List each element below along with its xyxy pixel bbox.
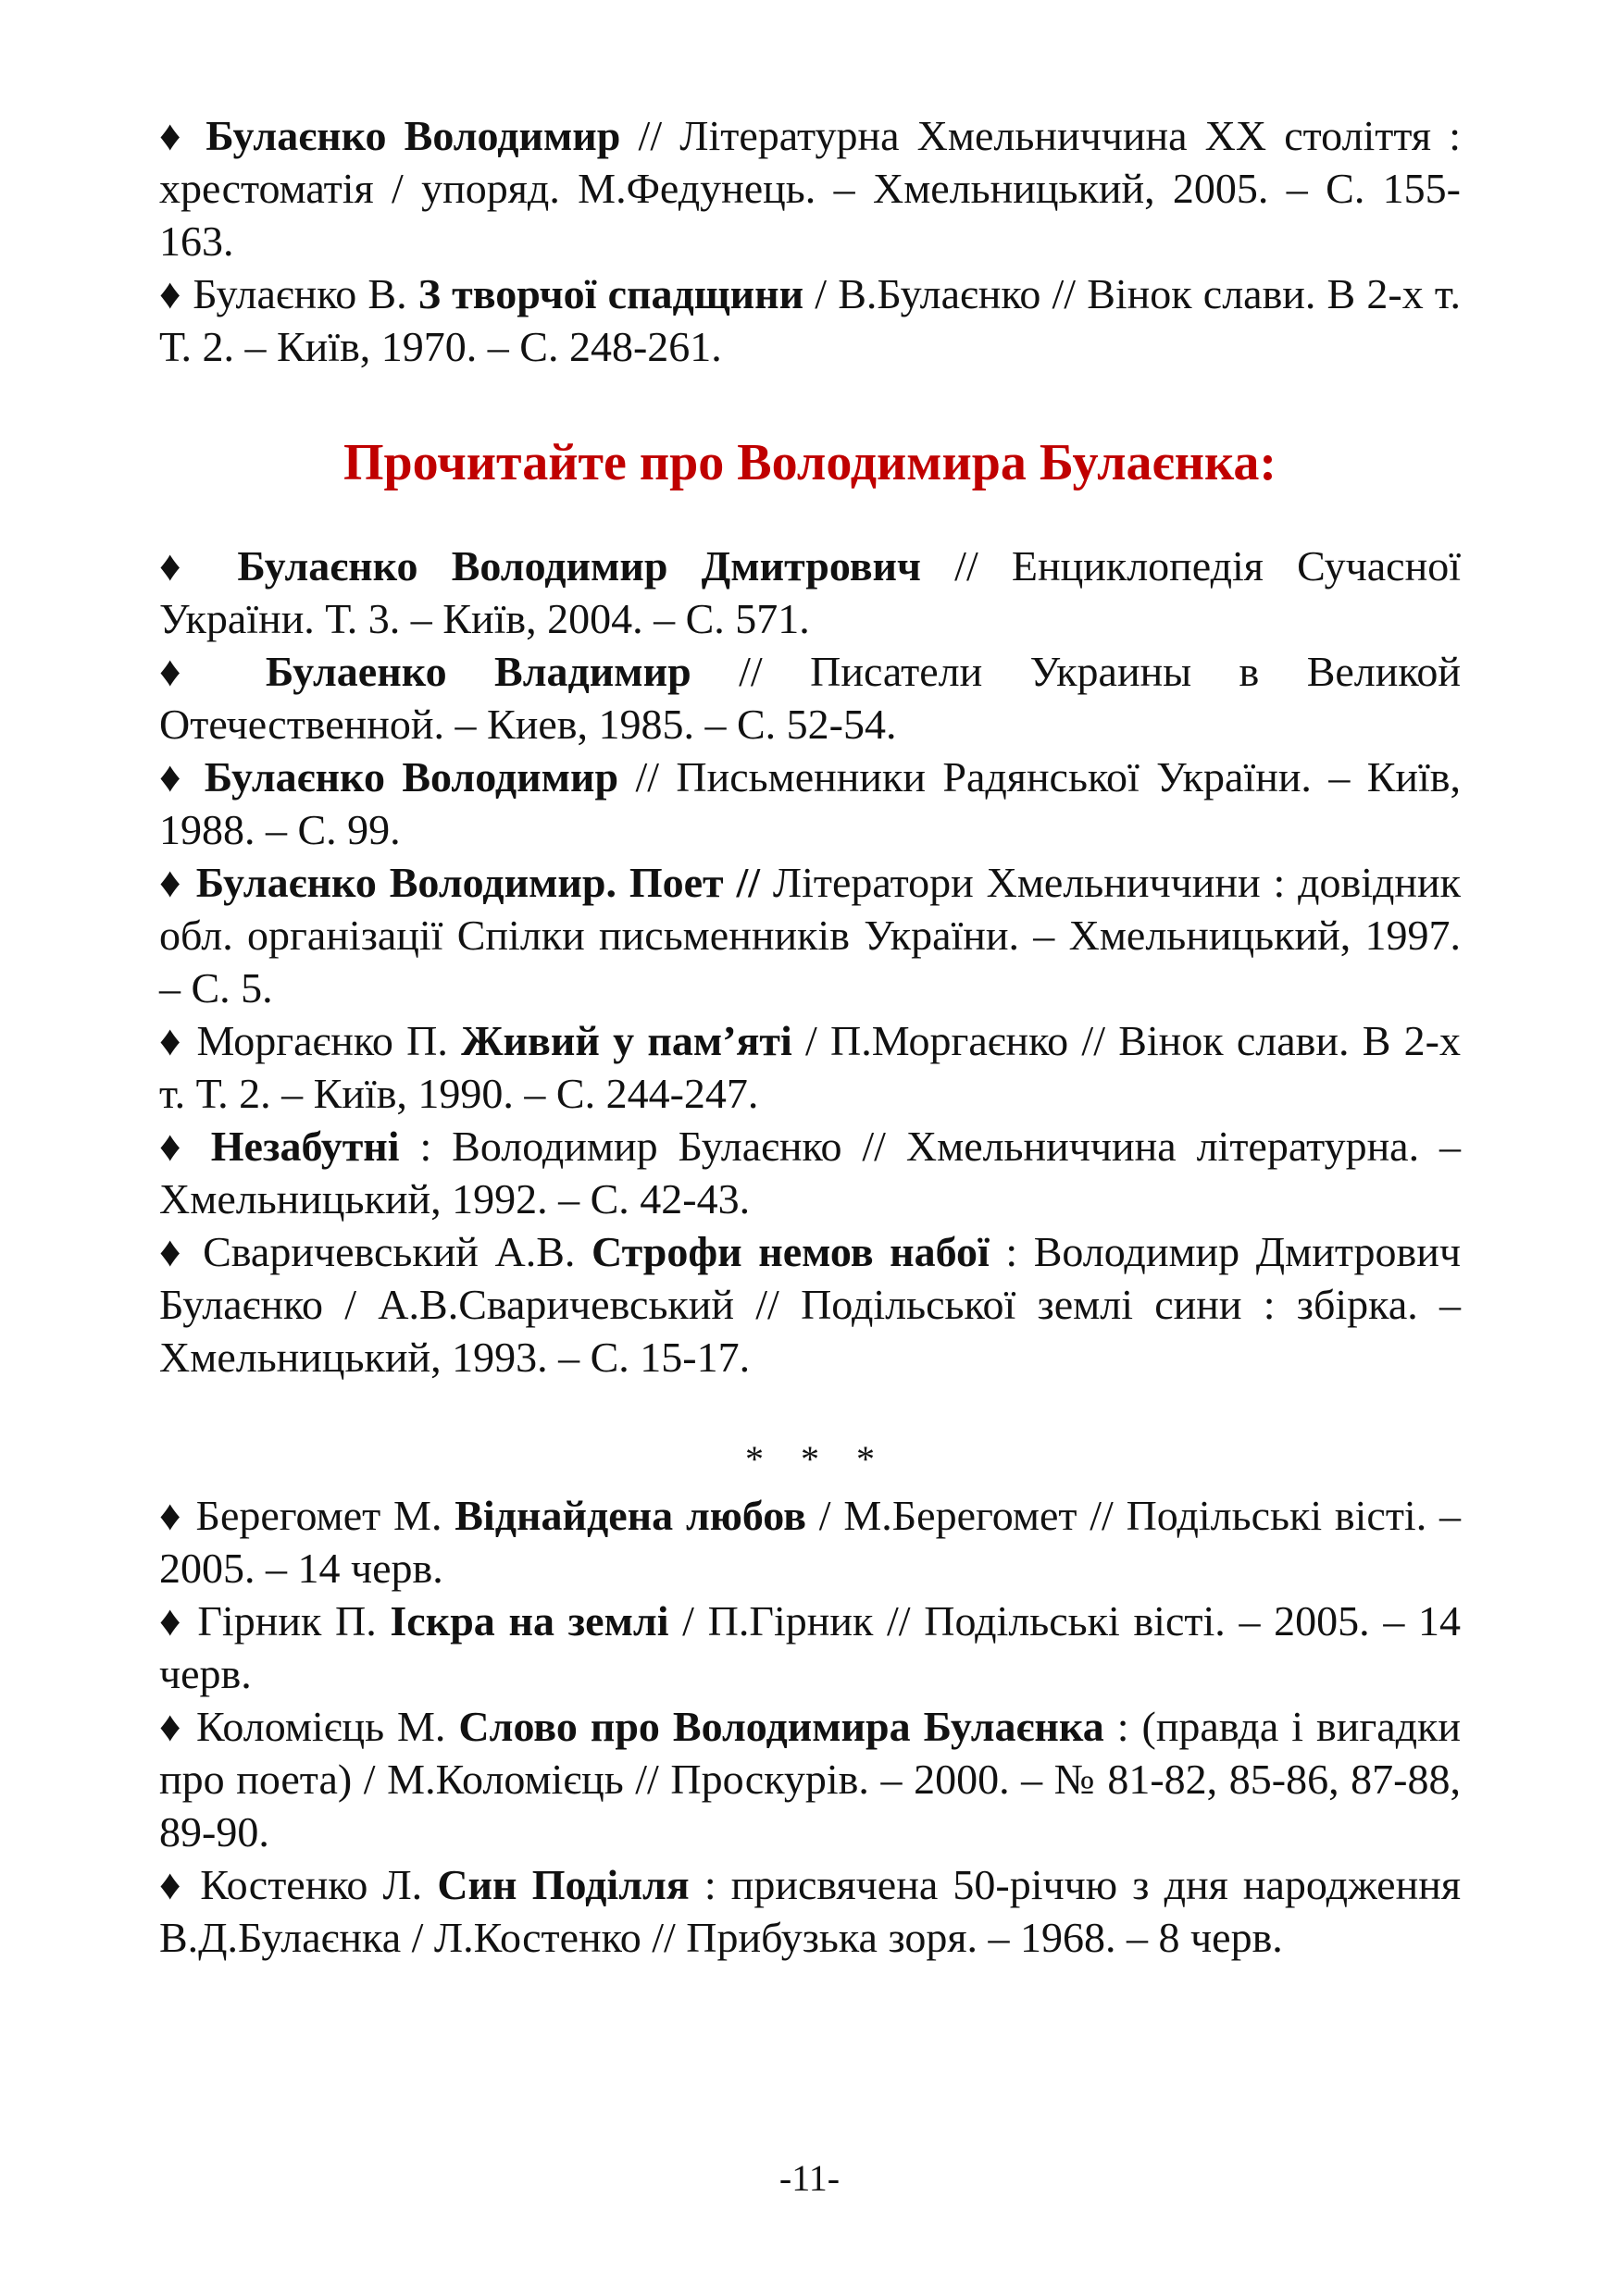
bibliography-entry (159, 1225, 1461, 1384)
entry-author (204, 542, 237, 590)
page-number: -11- (778, 2157, 841, 2199)
entry-title: Булаєнко Володимир Дмитрович (237, 542, 921, 590)
entry-title: Булаєнко Володимир (204, 753, 619, 800)
entry-source: : (правда і вигадки про поета) / М.Коломієць // Проскурів. – 2000. – № 81-82, 85-86, 87-88, 89-90. (159, 1703, 1461, 1855)
bibliography-entry (159, 751, 1461, 856)
section-separator (159, 1438, 1461, 1480)
entry-author (188, 112, 205, 159)
entry-author: Костенко Л. (185, 1861, 438, 1908)
entry-source: / В.Булаєнко // Вінок слави. В 2-х т. Т. 2. – Київ, 1970. – С. 248-261. (159, 270, 1461, 370)
page-content (159, 109, 1461, 1964)
entry-source: / П.Гірник // Подільські вісті. – 2005. – 14 черв. (159, 1597, 1461, 1697)
bullet: ♦ (159, 1017, 184, 1064)
entry-title: Строфи немов набої (591, 1228, 990, 1275)
bibliography-entry (159, 1858, 1461, 1964)
entry-title: Булаєнко Володимир. Поет // (195, 859, 761, 906)
entry-title: Булаенко Владимир (265, 648, 691, 695)
entry-author (183, 859, 196, 906)
entry-author (191, 1123, 211, 1170)
bibliography-entry (159, 1700, 1461, 1858)
entry-source: // Письменники Радянської України. – Київ, 1988. – С. 99. (159, 753, 1461, 853)
bullet: ♦ (159, 542, 205, 590)
bibliography-entry (159, 1489, 1461, 1595)
entry-title: Віднайдена любов (455, 1492, 806, 1539)
entry-source: // Енциклопедія Сучасної України. Т. 3. – Київ, 2004. – С. 571. (159, 542, 1461, 642)
entry-source: // Писатели Украины в Великой Отечественной. – Киев, 1985. – С. 52-54. (159, 648, 1461, 748)
entry-author: Моргаєнко П. (183, 1017, 462, 1064)
bullet: ♦ (159, 1597, 184, 1644)
bullet: ♦ (159, 1228, 187, 1275)
bullet: ♦ (159, 1861, 186, 1908)
bullet: ♦ (159, 270, 182, 317)
entry-source: / М.Берегомет // Подільські вісті. – 2005. – 14 черв. (159, 1492, 1461, 1592)
entry-title: Син Поділля (437, 1861, 690, 1908)
entry-source: Літератори Хмельниччини : довідник обл. організації Спілки письменників України. – Хмельницький, 1997. – С. 5. (159, 859, 1462, 1011)
entry-author: Сваричевський А.В. (186, 1228, 592, 1275)
bibliography-entry (159, 645, 1461, 751)
entry-source: : Володимир Булаєнко // Хмельниччина літературна. – Хмельницький, 1992. – С. 42-43. (159, 1123, 1461, 1222)
entry-title: З творчої спадщини (417, 270, 804, 317)
separator-star: * (745, 1438, 764, 1480)
entry-author: Коломієць М. (182, 1703, 459, 1750)
entry-author (187, 753, 204, 800)
entry-title: Незабутні (210, 1123, 400, 1170)
entry-author: Берегомет М. (182, 1492, 455, 1539)
bullet: ♦ (159, 753, 188, 800)
entry-source: // Літературна Хмельниччина XX століття : хрестоматія / упоряд. М.Федунець. – Хмельницький, 2005. – С. 155-163. (159, 112, 1461, 265)
separator-star: * (801, 1438, 819, 1480)
separator-star: * (856, 1438, 875, 1480)
bibliography-entry (159, 1120, 1461, 1225)
entry-title: Слово про Володимира Булаєнка (458, 1703, 1104, 1750)
bibliography-entry (159, 1014, 1461, 1120)
bullet: ♦ (159, 1492, 183, 1539)
entry-author: Гірник П. (183, 1597, 391, 1644)
bibliography-entry (159, 540, 1461, 645)
bibliography-entry (159, 1595, 1461, 1700)
bullet: ♦ (159, 1123, 191, 1170)
entry-source: : Володимир Дмитрович Булаєнко / А.В.Сваричевський // Подільської землі сини : збірка. – Хмельницький, 1993. – С. 15-17. (159, 1228, 1461, 1381)
bullet: ♦ (159, 112, 189, 159)
bibliography-entry (159, 109, 1461, 267)
section-heading: Прочитайте про Володимира Булаєнка: (342, 434, 1277, 491)
entry-author: Булаєнко В. (181, 270, 418, 317)
bullet: ♦ (159, 859, 183, 906)
entry-title: Іскра на землі (390, 1597, 669, 1644)
entry-source: : присвячена 50-річчю з дня народження В.Д.Булаєнка / Л.Костенко // Прибузька зоря. – 1968. – 8 черв. (159, 1861, 1461, 1961)
bullet: ♦ (159, 648, 218, 695)
entry-source: / П.Моргаєнко // Вінок слави. В 2-х т. Т. 2. – Київ, 1990. – С. 244-247. (159, 1017, 1461, 1117)
bibliography-entry (159, 267, 1461, 373)
entry-title: Булаєнко Володимир (205, 112, 621, 159)
entry-title: Живий у пам’яті (461, 1017, 792, 1064)
bibliography-entry (159, 856, 1461, 1014)
entry-author (218, 648, 265, 695)
bullet: ♦ (159, 1703, 183, 1750)
